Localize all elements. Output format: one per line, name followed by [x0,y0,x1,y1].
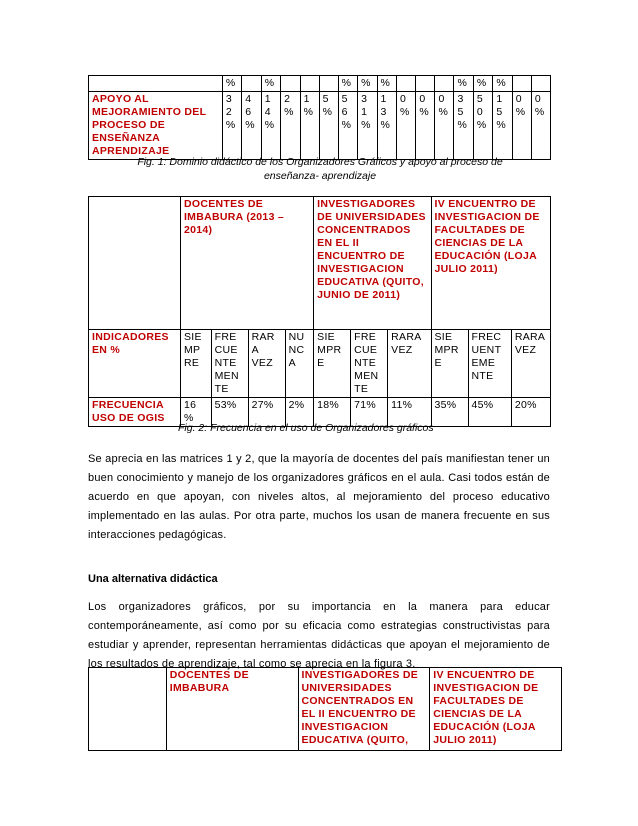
table-cell [89,197,181,330]
group-header-iv-encuentro: IV ENCUENTRO DE INVESTIGACION DE FACULTADES DE CIENCIAS DE LA EDUCACIÓN (LOJA JULIO 2011) [431,197,551,330]
table-cell [281,76,300,92]
table-cell [416,76,435,92]
table-cell: 20% [511,398,550,427]
table-cell [242,76,261,92]
table-cell [89,76,223,92]
column-header: RARA VEZ [388,330,431,398]
paragraph-alternativa: Los organizadores gráficos, por su importancia en la manera para educar contemporáneamente, así como por su eficacia como estrategias constructivistas para estudiar y aprender, representan herramientas didácticas que apoyan el mejoramiento de los resultados de aprendizaje, tal como se aprecia en la figura 3. [88,601,550,670]
table-cell: 1 % [300,92,319,160]
table-cell: 71% [351,398,388,427]
table-cell: 53% [211,398,248,427]
table-cell: 4 6 % [242,92,261,160]
group-header-investigadores: INVESTIGADORES DE UNIVERSIDADES CONCENTRADOS EN EL II ENCUENTRO DE INVESTIGACION EDUCATIVA (QUITO, [298,668,430,751]
row-label-frecuencia: FRECUENCIA USO DE OGIS [89,398,181,427]
table-cell: % [222,76,241,92]
table-header-row [89,197,551,330]
table-cell [435,76,454,92]
table-cell: % [338,76,357,92]
table-cell: % [493,76,512,92]
table-cell: 0 % [416,92,435,160]
row-label-apoyo: APOYO AL MEJORAMIENTO DEL PROCESO DE ENSEÑANZA APRENDIZAJE [89,92,223,160]
table-cell: 11% [388,398,431,427]
table-row [89,330,551,398]
table-cell: 0 % [396,92,415,160]
table-cell [300,76,319,92]
table-header-row [89,668,562,751]
table-cell: % [377,76,396,92]
column-header: NU NC A [285,330,314,398]
table-cell: 5 6 % [338,92,357,160]
table-cell [319,76,338,92]
table-cell: 2% [285,398,314,427]
table-cell [89,668,167,751]
table-cell: 18% [314,398,351,427]
column-header: FRE CUE NTE MEN TE [211,330,248,398]
table-cell: % [473,76,492,92]
group-header-investigadores: INVESTIGADORES DE UNIVERSIDADES CONCENTRADOS EN EL II ENCUENTRO DE INVESTIGACION EDUCATIVA (QUITO, JUNIO DE 2011) [314,197,431,330]
table-cell: 1 5 % [493,92,512,160]
table-cell: 3 2 % [222,92,241,160]
table-row [89,92,551,160]
indicators-label: INDICADORES EN % [89,330,181,398]
table-cell: 0 % [435,92,454,160]
column-header: FRE CUE NTE MEN TE [351,330,388,398]
table-cell: 0 % [531,92,550,160]
table-cell: 0 % [512,92,531,160]
figure-1-caption: Fig. 1: Dominio didáctico de los Organizadores Gráficos y apoyo al proceso de enseñanza- aprendizaje [137,156,503,182]
group-header-docentes: DOCENTES DE IMBABURA (2013 – 2014) [180,197,313,330]
section-heading: Una alternativa didáctica [88,573,218,585]
table-cell: 16 % [180,398,211,427]
column-header: SIE MP RE [180,330,211,398]
paragraph-matrices: Se aprecia en las matrices 1 y 2, que la mayoría de docentes del país manifiestan tener un buen conocimiento y manejo de los organizadores gráficos en el aula. Casi todos están de acuerdo en que apoyan, con niveles altos, al mejoramiento del proceso educativo implementado en las aulas. Por otra parte, muchos los usan de manera frecuente en sus interacciones pedagógicas. [88,453,550,541]
table-cell: 3 1 % [358,92,377,160]
table-cell: 5 % [319,92,338,160]
table-cell: 1 3 % [377,92,396,160]
group-header-iv-encuentro: IV ENCUENTRO DE INVESTIGACION DE FACULTADES DE CIENCIAS DE LA EDUCACIÓN (LOJA JULIO 2011) [430,668,562,751]
table-figura-3 [88,667,562,751]
table-cell: 3 5 % [454,92,473,160]
column-header: FREC UENT EME NTE [468,330,511,398]
table-cell [396,76,415,92]
table-cell: % [261,76,280,92]
table-dominio-apoyo [88,75,551,160]
table-cell: 2 % [281,92,300,160]
table-cell [512,76,531,92]
column-header: RAR A VEZ [248,330,285,398]
table-frecuencia-uso [88,196,551,427]
column-header: SIE MPR E [314,330,351,398]
figure-2-caption: Fig. 2: Frecuencia en el uso de Organizadores gráficos [178,422,434,434]
table-cell: 1 4 % [261,92,280,160]
table-cell: % [454,76,473,92]
table-cell: 27% [248,398,285,427]
column-header: RARA VEZ [511,330,550,398]
group-header-docentes: DOCENTES DE IMBABURA [166,668,298,751]
table-cell: 5 0 % [473,92,492,160]
table-cell: 35% [431,398,468,427]
column-header: SIE MPR E [431,330,468,398]
table-cell: 45% [468,398,511,427]
table-cell: % [358,76,377,92]
table-header-row [89,76,551,92]
table-cell [531,76,550,92]
